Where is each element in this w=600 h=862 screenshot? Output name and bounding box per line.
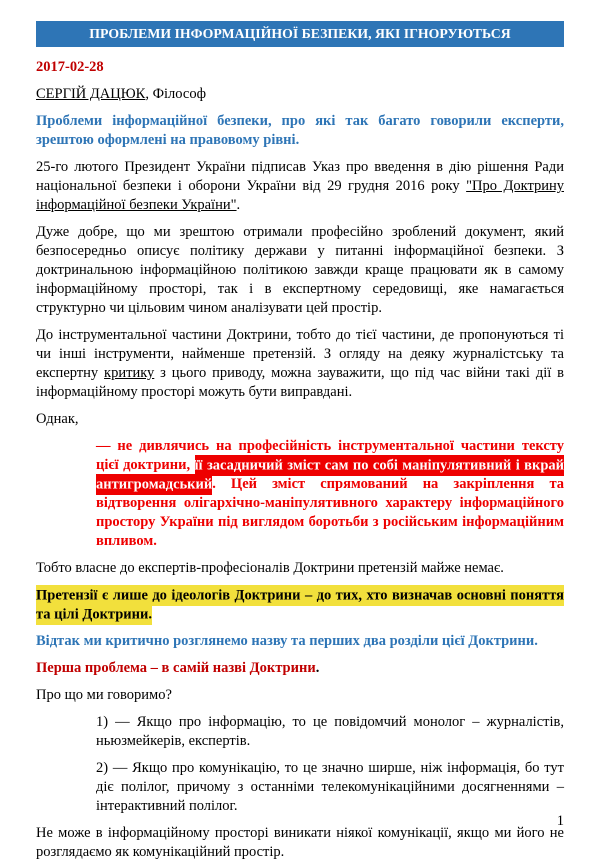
- yellow-highlighted-text: Претензії є лише до ідеологів Доктрини – до тих, хто визначав основні поняття та цілі Доктрини.: [36, 585, 564, 625]
- title-banner-text: ПРОБЛЕМИ ІНФОРМАЦІЙНОЇ БЕЗПЕКИ, ЯКІ ІГНОРУЮТЬСЯ: [89, 26, 511, 41]
- paragraph-instrumental: [36, 326, 564, 402]
- decree-text-after: .: [236, 197, 241, 213]
- instrumental-text-before: До інструментальної частини Доктрини, тобто до тієї частини, де пропонуються ті чи інші інструменти, найменше претензій. З огляду на деяку журналістську та експертну: [36, 327, 564, 381]
- instrumental-text-after: з цього приводу, можна зауважити, що під час війни такі дії в інформаційному просторі можуть бути виправдані.: [36, 365, 564, 400]
- paragraph-question: Про що ми говоримо?: [36, 687, 172, 703]
- page-number: 1: [556, 813, 564, 829]
- critique-link[interactable]: критику: [104, 365, 155, 381]
- red-warning-block: [96, 437, 564, 551]
- lead-paragraph: Проблеми інформаційної безпеки, про які так багато говорили експерти, зрештою оформлені на правовому рівні.: [36, 113, 564, 148]
- author-line: [36, 85, 564, 104]
- list-item-2: 2) — Якщо про комунікацію, то це значно ширше, ніж інформація, бо тут діє полілог, причому з останніми телекомунікаційними досягненнями – інтерактивний полілог.: [96, 760, 564, 814]
- paragraph-decree: [36, 158, 564, 215]
- paragraph-good-document: Дуже добре, що ми зрештою отримали професійно зроблений документ, який безпосередньо описує політику держави у питанні інформаційної безпеки. З доктринальною інформаційною політикою завжди краще працювати як в самому інформаційному просторі, так і в експертному середовищі, яке намагається структурно чи цільовим чином аналізувати цей простір.: [36, 224, 564, 316]
- list-item-1: 1) — Якщо про інформацію, то це повідомчий монолог – журналістів, ньюзмейкерів, експертів.: [96, 714, 564, 749]
- author-name-link[interactable]: СЕРГІЙ ДАЦЮК: [36, 86, 146, 102]
- paragraph-review: Відтак ми критично розглянемо назву та перших два розділи цієї Доктрини.: [36, 633, 538, 649]
- doctrine-link[interactable]: "Про Доктрину інформаційної безпеки України": [36, 178, 564, 213]
- title-banner: [36, 21, 564, 47]
- paragraph-final: Не може в інформаційному просторі виникати ніякої комунікації, якщо ми його не розглядаємо як комунікаційний простір.: [36, 825, 564, 860]
- first-problem-period: .: [315, 660, 320, 676]
- decree-text-before: 25-го лютого Президент України підписав Указ про введення в дію рішення Ради національної безпеки і оборони України від 29 грудня 2016 року: [36, 159, 564, 194]
- paragraph-however: Однак,: [36, 411, 79, 427]
- first-problem-text: Перша проблема – в самій назві Доктрини: [36, 660, 316, 676]
- paragraph-experts: Тобто власне до експертів-професіоналів Доктрини претензій майже немає.: [36, 560, 504, 576]
- heading-first-problem: [36, 659, 564, 678]
- author-role: , Філософ: [145, 86, 206, 102]
- red-block-text-after: . Цей зміст спрямований на закріплення та відтворення олігархічно-маніпулятивного характеру інформаційного простору України під виглядом боротьби з російським інформаційним впливом.: [96, 476, 564, 549]
- red-block-text-before: — не дивлячись на професійність інструментальної частини тексту цієї доктрини,: [96, 438, 564, 473]
- publish-date: 2017-02-28: [36, 59, 104, 75]
- red-highlighted-text: її засадничий зміст сам по собі маніпулятивний і вкрай антигромадський: [96, 455, 564, 495]
- yellow-highlight-block: [36, 586, 564, 624]
